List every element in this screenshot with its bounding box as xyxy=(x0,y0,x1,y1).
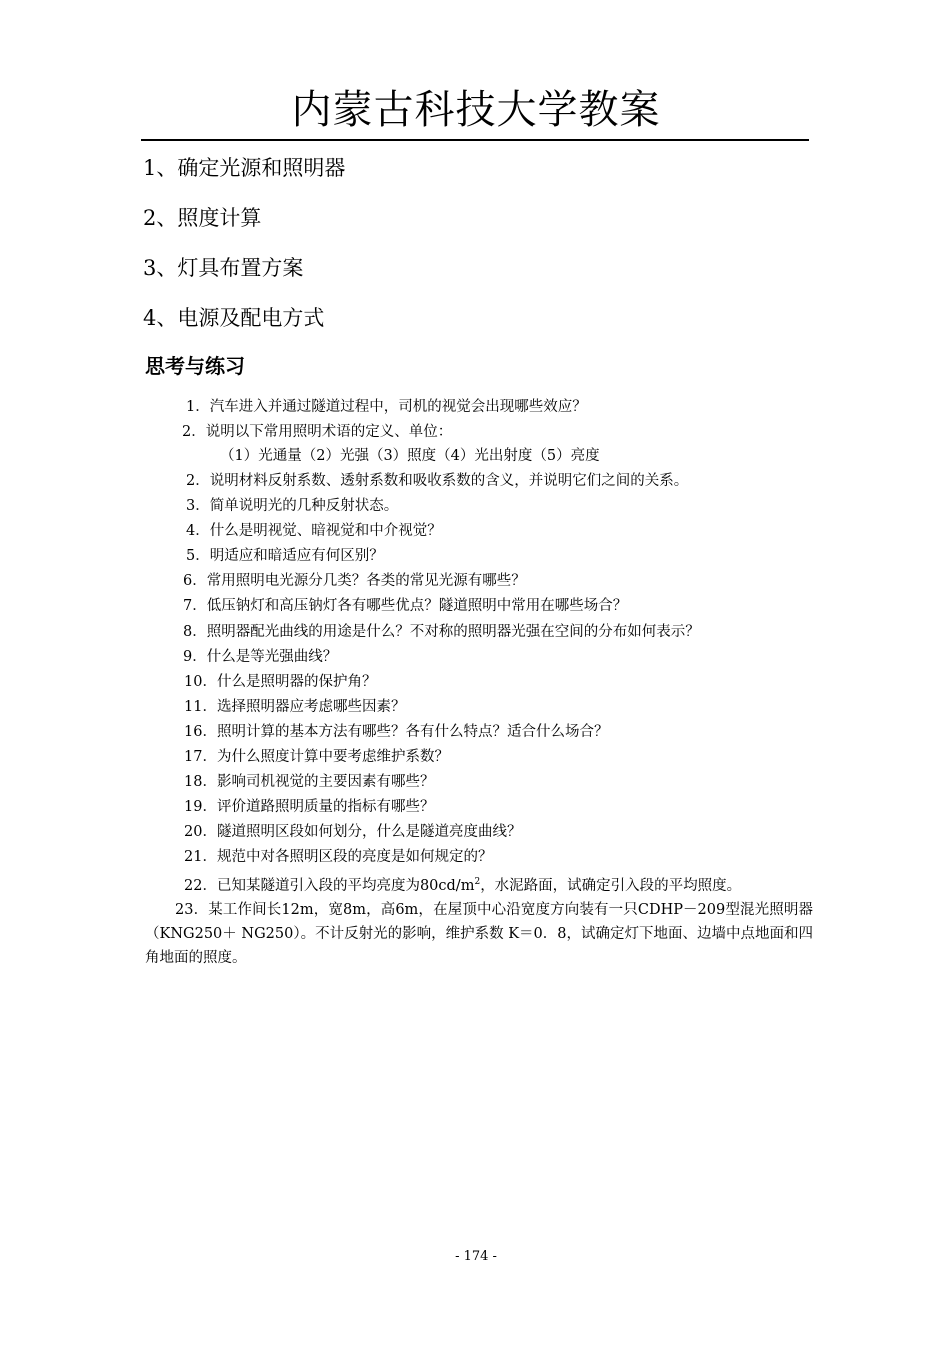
question-item: 1．汽车进入并通过隧道过程中，司机的视觉会出现哪些效应？ xyxy=(186,399,587,415)
question-item: 6．常用照明电光源分几类？各类的常见光源有哪些？ xyxy=(183,573,526,589)
outline-item: 1、确定光源和照明器 xyxy=(143,156,346,180)
outline-item: 3、灯具布置方案 xyxy=(143,256,304,280)
question-item: 18．影响司机视觉的主要因素有哪些？ xyxy=(184,774,435,790)
question-item: 11．选择照明器应考虑哪些因素？ xyxy=(184,699,406,715)
question-item: 9．什么是等光强曲线？ xyxy=(183,649,338,665)
question-item: 21．规范中对各照明区段的亮度是如何规定的？ xyxy=(184,849,493,865)
question-item: 7．低压钠灯和高压钠灯各有哪些优点？隧道照明中常用在哪些场合？ xyxy=(183,598,628,614)
superscript-exponent: 2 xyxy=(474,877,481,887)
header-divider xyxy=(141,139,809,141)
question-subitem: （1）光通量（2）光强（3）照度（4）光出射度（5）亮度 xyxy=(220,448,600,464)
question-item: 10．什么是照明器的保护角？ xyxy=(184,674,377,690)
question-item: 3．简单说明光的几种反射状态。 xyxy=(186,498,399,514)
question-item: 4．什么是明视觉、暗视觉和中介视觉？ xyxy=(186,523,442,539)
question-paragraph: 23．某工作间长12m，宽8m，高6m，在屋顶中心沿宽度方向装有一只CDHP－209型混光照明器（KNG250＋ NG250）。不计反射光的影响，维护系数 K＝0．8，试确定灯下地面、边墙中点地面和四角地面的照度。 xyxy=(145,902,813,966)
question-item: 8．照明器配光曲线的用途是什么？不对称的照明器光强在空间的分布如何表示？ xyxy=(183,624,700,640)
question-item: 5．明适应和暗适应有何区别？ xyxy=(186,548,384,564)
question-item: 16．照明计算的基本方法有哪些？各有什么特点？适合什么场合？ xyxy=(184,724,609,740)
question-item: 2．说明以下常用照明术语的定义、单位： xyxy=(182,424,453,440)
question-item: 2．说明材料反射系数、透射系数和吸收系数的含义，并说明它们之间的关系。 xyxy=(186,473,689,489)
outline-item: 4、电源及配电方式 xyxy=(143,306,325,330)
question-item: 19．评价道路照明质量的指标有哪些？ xyxy=(184,799,435,815)
question-item: 17．为什么照度计算中要考虑维护系数？ xyxy=(184,749,449,765)
question-item xyxy=(184,872,741,896)
outline-item: 2、照度计算 xyxy=(143,206,262,230)
page-number: - 174 - xyxy=(455,1249,497,1264)
question-item: 20．隧道照明区段如何划分，什么是隧道亮度曲线？ xyxy=(184,824,522,840)
exercises-heading: 思考与练习 xyxy=(145,354,245,378)
question-text: 22．已知某隧道引入段的平均亮度为80cd/m xyxy=(184,877,475,894)
page-title: 内蒙古科技大学教案 xyxy=(291,87,661,133)
question-text: ，水泥路面，试确定引入段的平均照度。 xyxy=(480,877,742,894)
